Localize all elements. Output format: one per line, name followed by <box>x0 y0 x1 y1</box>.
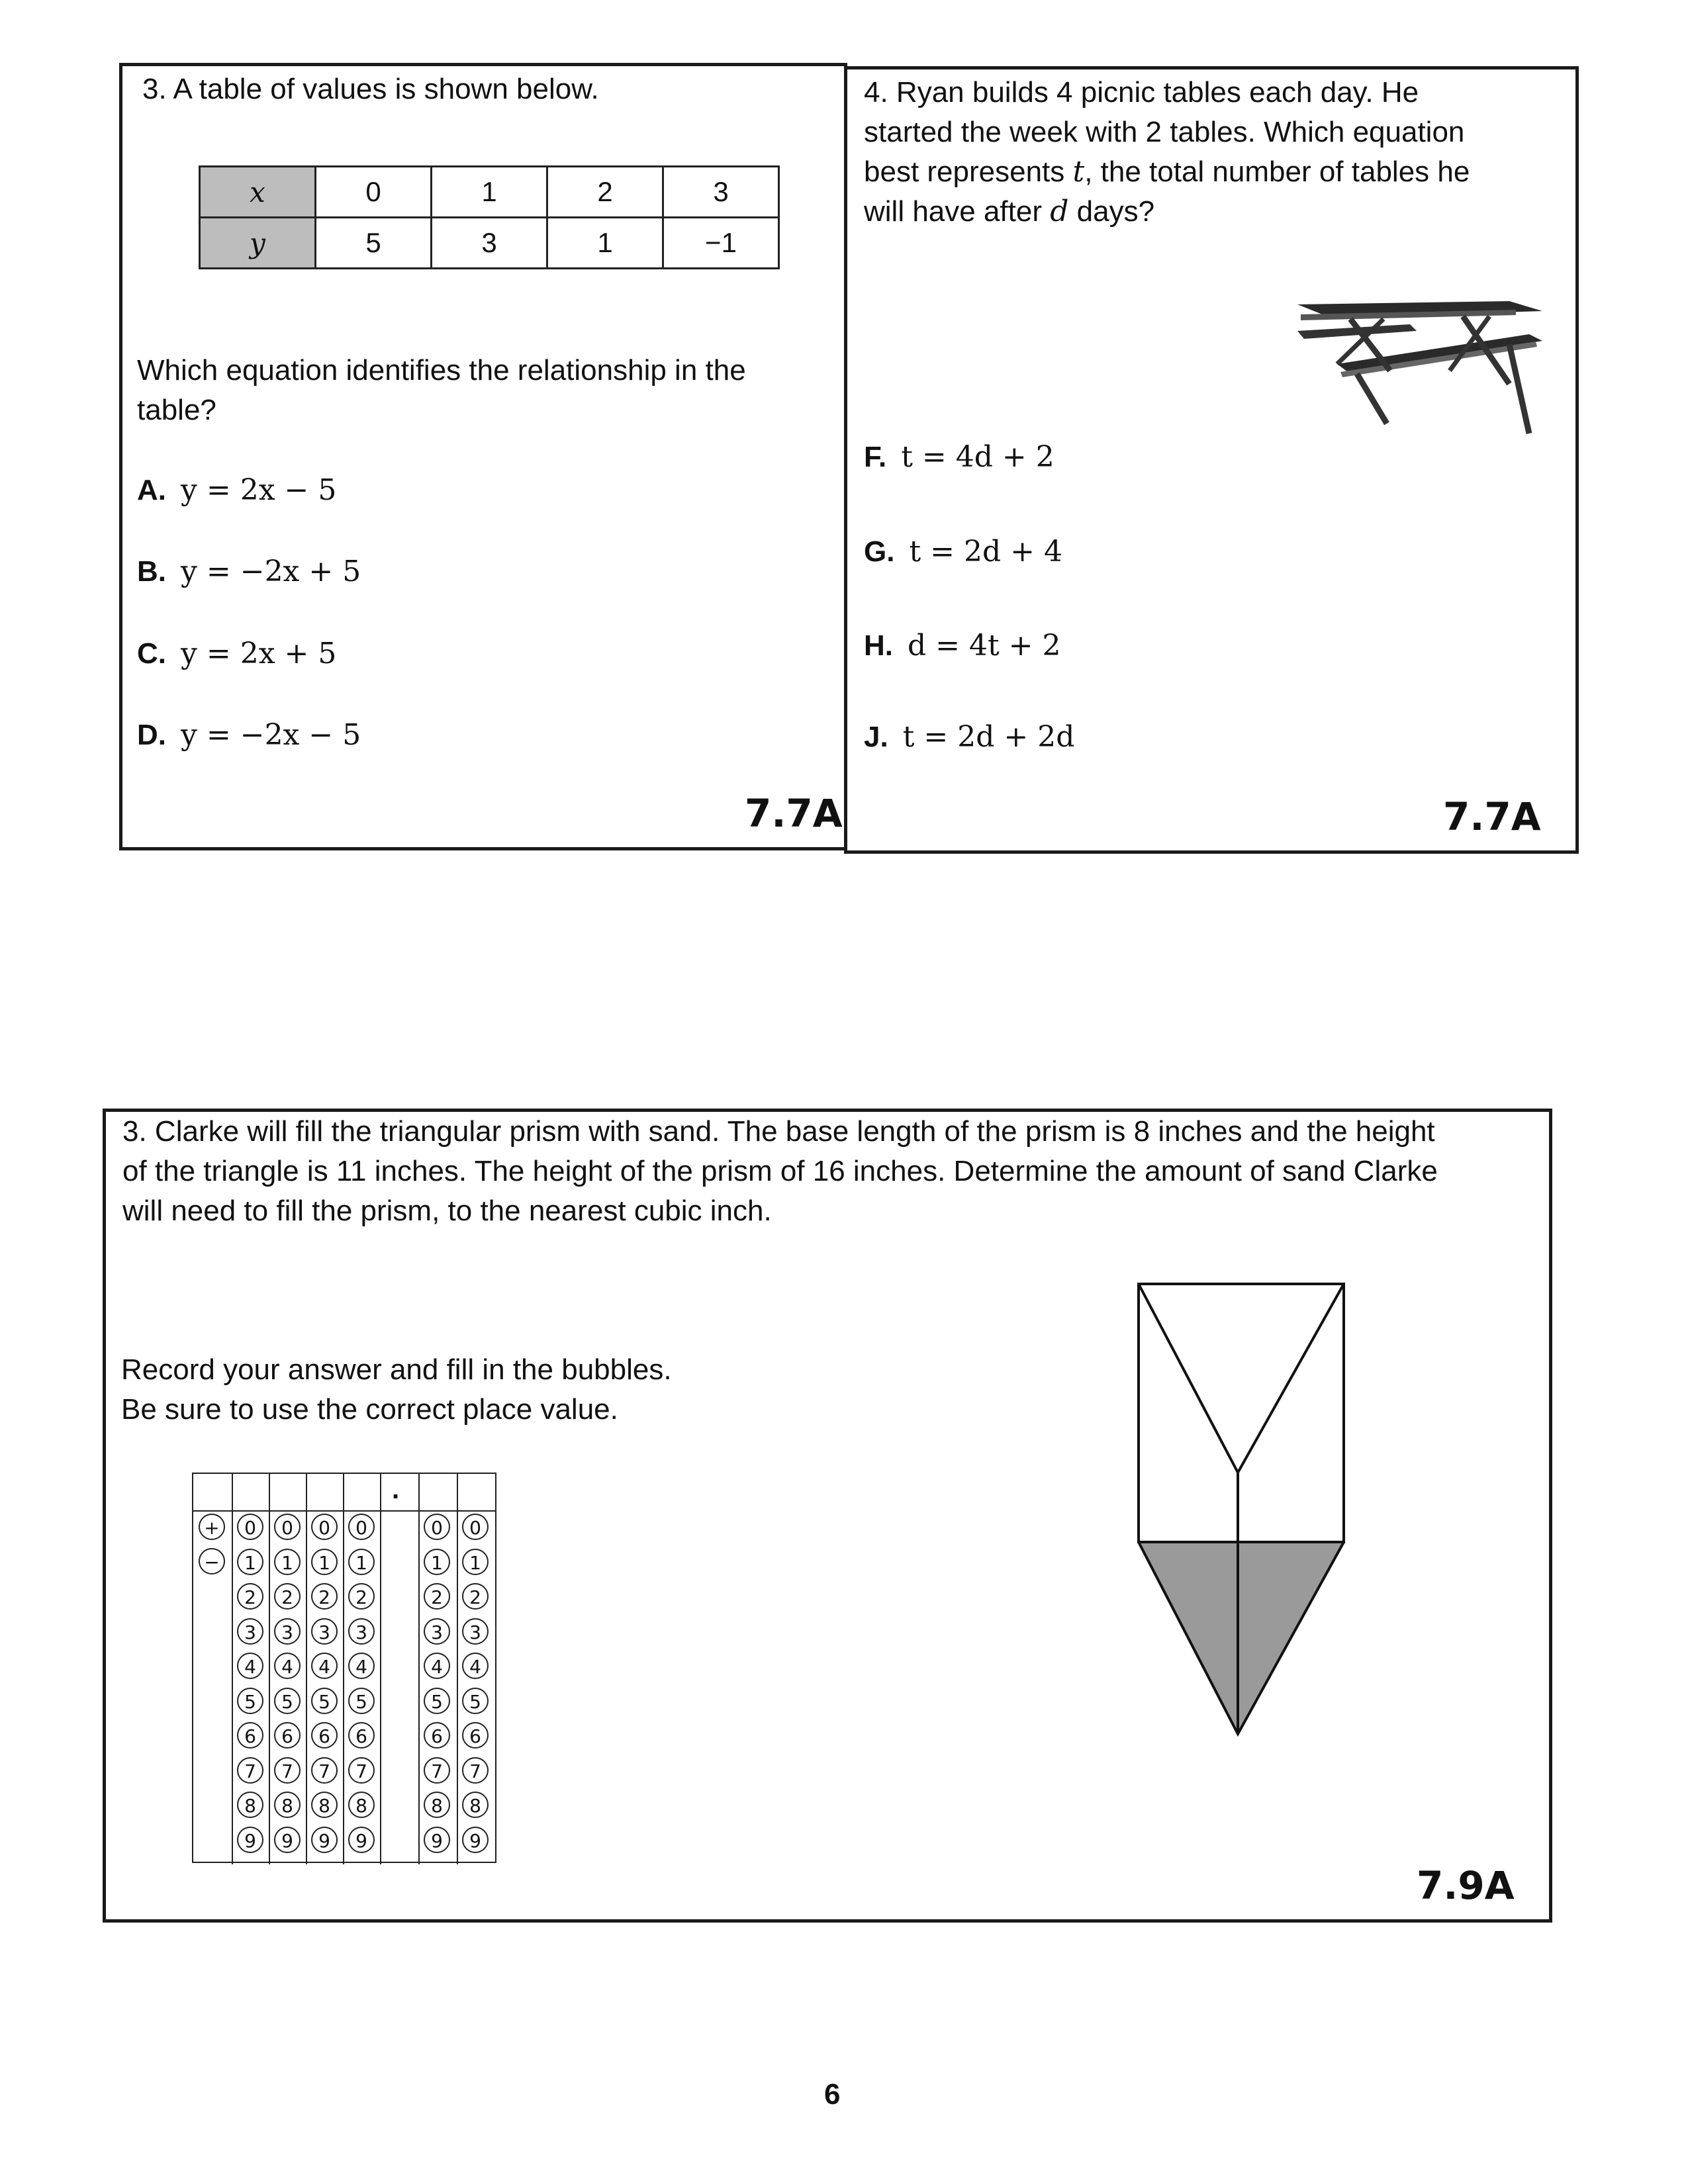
option-a[interactable] <box>137 473 336 507</box>
digit-bubble[interactable]: 0 <box>274 1514 301 1540</box>
digit-bubble[interactable]: 2 <box>274 1583 301 1610</box>
digit-bubble[interactable]: 4 <box>311 1653 338 1679</box>
digit-bubble[interactable]: 3 <box>274 1618 301 1645</box>
digit-bubble[interactable]: 9 <box>462 1827 489 1853</box>
digit-bubble[interactable]: 8 <box>348 1792 375 1818</box>
digit-bubble[interactable]: 2 <box>311 1583 338 1610</box>
option-equation: t = 2d + 4 <box>909 535 1062 569</box>
text: days? <box>1068 195 1155 228</box>
grid-divider <box>343 1474 344 1864</box>
digit-bubble[interactable]: 9 <box>424 1827 450 1853</box>
y-header: y <box>200 218 316 269</box>
grid-divider <box>269 1474 270 1864</box>
option-c[interactable] <box>137 637 336 670</box>
q4-prompt-line <box>864 152 1566 192</box>
digit-bubble[interactable]: 8 <box>462 1792 489 1818</box>
option-equation: y = 2x − 5 <box>181 473 337 507</box>
q3b-instructions <box>121 1350 672 1430</box>
q3b-prompt-line: of the triangle is 11 inches. The height of the prism of 16 inches. Determine the amount of sand Clarke <box>122 1155 1438 1187</box>
digit-bubble[interactable]: 8 <box>274 1792 301 1818</box>
digit-bubble[interactable]: 6 <box>424 1722 450 1749</box>
grid-divider <box>418 1474 420 1864</box>
standard-label: 7.7A <box>1443 794 1541 839</box>
digit-bubble[interactable]: 3 <box>237 1618 263 1645</box>
digit-bubble[interactable]: 3 <box>348 1618 375 1645</box>
grid-divider <box>306 1474 307 1864</box>
digit-bubble[interactable]: 6 <box>311 1722 338 1749</box>
x-value: 3 <box>663 167 779 218</box>
variable: t <box>1072 155 1085 189</box>
q3a-prompt: 3. A table of values is shown below. <box>142 73 599 105</box>
instruction-line: Be sure to use the correct place value. <box>121 1393 618 1426</box>
text: , the total number of tables he <box>1084 156 1470 188</box>
digit-bubble[interactable]: 2 <box>237 1583 263 1610</box>
text: will have after <box>864 195 1051 228</box>
instruction-line: Record your answer and fill in the bubbles. <box>121 1353 672 1386</box>
digit-bubble[interactable]: 0 <box>348 1514 375 1540</box>
digit-bubble[interactable]: 0 <box>462 1514 489 1540</box>
digit-bubble[interactable]: 8 <box>311 1792 338 1818</box>
digit-bubble[interactable]: 4 <box>462 1653 489 1679</box>
standard-label: 7.9A <box>1417 1863 1515 1908</box>
standard-label: 7.7A <box>745 791 843 836</box>
q3b-prompt <box>122 1112 1539 1231</box>
digit-bubble[interactable]: 1 <box>274 1549 301 1575</box>
digit-bubble[interactable]: 0 <box>237 1514 263 1540</box>
y-value: −1 <box>663 218 779 269</box>
digit-bubble[interactable]: 3 <box>311 1618 338 1645</box>
option-b[interactable] <box>137 555 361 588</box>
option-letter: J. <box>864 721 888 753</box>
option-letter: F. <box>864 441 887 473</box>
decimal-point: . <box>392 1475 400 1504</box>
digit-bubble[interactable]: 3 <box>462 1618 489 1645</box>
q3b-prompt-line: 3. Clarke will fill the triangular prism with sand. The base length of the prism is 8 inches and the height <box>122 1115 1435 1148</box>
option-equation: y = 2x + 5 <box>181 637 337 670</box>
picnic-table-image <box>1291 291 1549 443</box>
triangular-prism-figure <box>1125 1281 1364 1744</box>
digit-bubble[interactable]: 6 <box>348 1722 375 1749</box>
x-value: 0 <box>316 167 432 218</box>
x-header: x <box>200 167 316 218</box>
option-equation: y = −2x − 5 <box>181 718 361 752</box>
digit-bubble[interactable]: 9 <box>237 1827 263 1853</box>
digit-bubble[interactable]: 7 <box>237 1757 263 1784</box>
digit-bubble[interactable]: 9 <box>274 1827 301 1853</box>
option-equation: t = 2d + 2d <box>902 720 1075 754</box>
option-letter: C. <box>137 637 166 670</box>
option-letter: B. <box>137 555 166 588</box>
q4-prompt-line: 4. Ryan builds 4 picnic tables each day. He <box>864 76 1419 109</box>
digit-bubble[interactable]: 3 <box>424 1618 450 1645</box>
option-letter: G. <box>864 535 895 568</box>
digit-bubble[interactable]: 8 <box>424 1792 450 1818</box>
digit-bubble[interactable]: 1 <box>311 1549 338 1575</box>
q4-prompt-line: started the week with 2 tables. Which equation <box>864 116 1465 148</box>
option-equation: d = 4t + 2 <box>908 629 1061 662</box>
q4-prompt-line <box>864 192 1566 232</box>
option-d[interactable] <box>137 718 361 752</box>
grid-divider <box>232 1474 233 1864</box>
y-value: 1 <box>547 218 663 269</box>
x-value: 2 <box>547 167 663 218</box>
digit-bubble[interactable]: 7 <box>424 1757 450 1784</box>
digit-bubble[interactable]: 5 <box>348 1688 375 1714</box>
grid-divider <box>380 1474 381 1864</box>
digit-bubble[interactable]: 5 <box>237 1688 263 1714</box>
digit-bubble[interactable]: 7 <box>462 1757 489 1784</box>
digit-bubble[interactable]: 7 <box>348 1757 375 1784</box>
digit-bubble[interactable]: 1 <box>424 1549 450 1575</box>
grid-entry-row <box>193 1474 495 1512</box>
q3b-prompt-line: will need to fill the prism, to the nearest cubic inch. <box>122 1195 772 1227</box>
option-letter: D. <box>137 719 166 751</box>
digit-bubble[interactable]: 6 <box>462 1722 489 1749</box>
digit-bubble[interactable]: 4 <box>237 1653 263 1679</box>
text: best represents <box>864 156 1073 188</box>
answer-bubble-grid <box>192 1473 496 1863</box>
digit-bubble[interactable]: 7 <box>274 1757 301 1784</box>
y-value: 5 <box>316 218 432 269</box>
digit-bubble[interactable]: 6 <box>237 1722 263 1749</box>
option-letter: A. <box>137 474 166 506</box>
digit-bubble[interactable]: 2 <box>348 1583 375 1610</box>
digit-bubble[interactable]: 4 <box>424 1653 450 1679</box>
digit-bubble[interactable]: 5 <box>311 1688 338 1714</box>
y-value: 3 <box>432 218 547 269</box>
digit-bubble[interactable]: 5 <box>462 1688 489 1714</box>
digit-bubble[interactable]: 0 <box>424 1514 450 1540</box>
digit-bubble[interactable]: 0 <box>311 1514 338 1540</box>
digit-bubble[interactable]: 8 <box>237 1792 263 1818</box>
digit-bubble[interactable]: 9 <box>311 1827 338 1853</box>
variable: d <box>1050 195 1069 228</box>
page-number: 6 <box>824 2078 841 2111</box>
option-letter: H. <box>864 629 893 662</box>
digit-bubble[interactable]: 9 <box>348 1827 375 1853</box>
option-g[interactable] <box>864 535 1062 569</box>
sign-minus-bubble[interactable]: − <box>199 1548 225 1574</box>
q3a-question: Which equation identifies the relationship in the table? <box>137 354 746 426</box>
option-h[interactable] <box>864 629 1061 662</box>
digit-bubble[interactable]: 2 <box>424 1583 450 1610</box>
q4-prompt <box>864 73 1566 232</box>
x-value: 1 <box>432 167 547 218</box>
digit-bubble[interactable]: 4 <box>274 1653 301 1679</box>
grid-divider <box>457 1474 458 1864</box>
digit-bubble[interactable]: 5 <box>274 1688 301 1714</box>
digit-bubble[interactable]: 4 <box>348 1653 375 1679</box>
option-equation: t = 4d + 2 <box>901 440 1055 474</box>
option-f[interactable] <box>864 440 1055 474</box>
digit-bubble[interactable]: 2 <box>462 1583 489 1610</box>
digit-bubble[interactable]: 1 <box>237 1549 263 1575</box>
digit-bubble[interactable]: 1 <box>348 1549 375 1575</box>
digit-bubble[interactable]: 6 <box>274 1722 301 1749</box>
values-table <box>199 165 780 269</box>
digit-bubble[interactable]: 5 <box>424 1688 450 1714</box>
digit-bubble[interactable]: 7 <box>311 1757 338 1784</box>
option-equation: y = −2x + 5 <box>181 555 361 588</box>
digit-bubble[interactable]: 1 <box>462 1549 489 1575</box>
option-j[interactable] <box>864 720 1074 754</box>
sign-plus-bubble[interactable]: + <box>199 1514 225 1540</box>
